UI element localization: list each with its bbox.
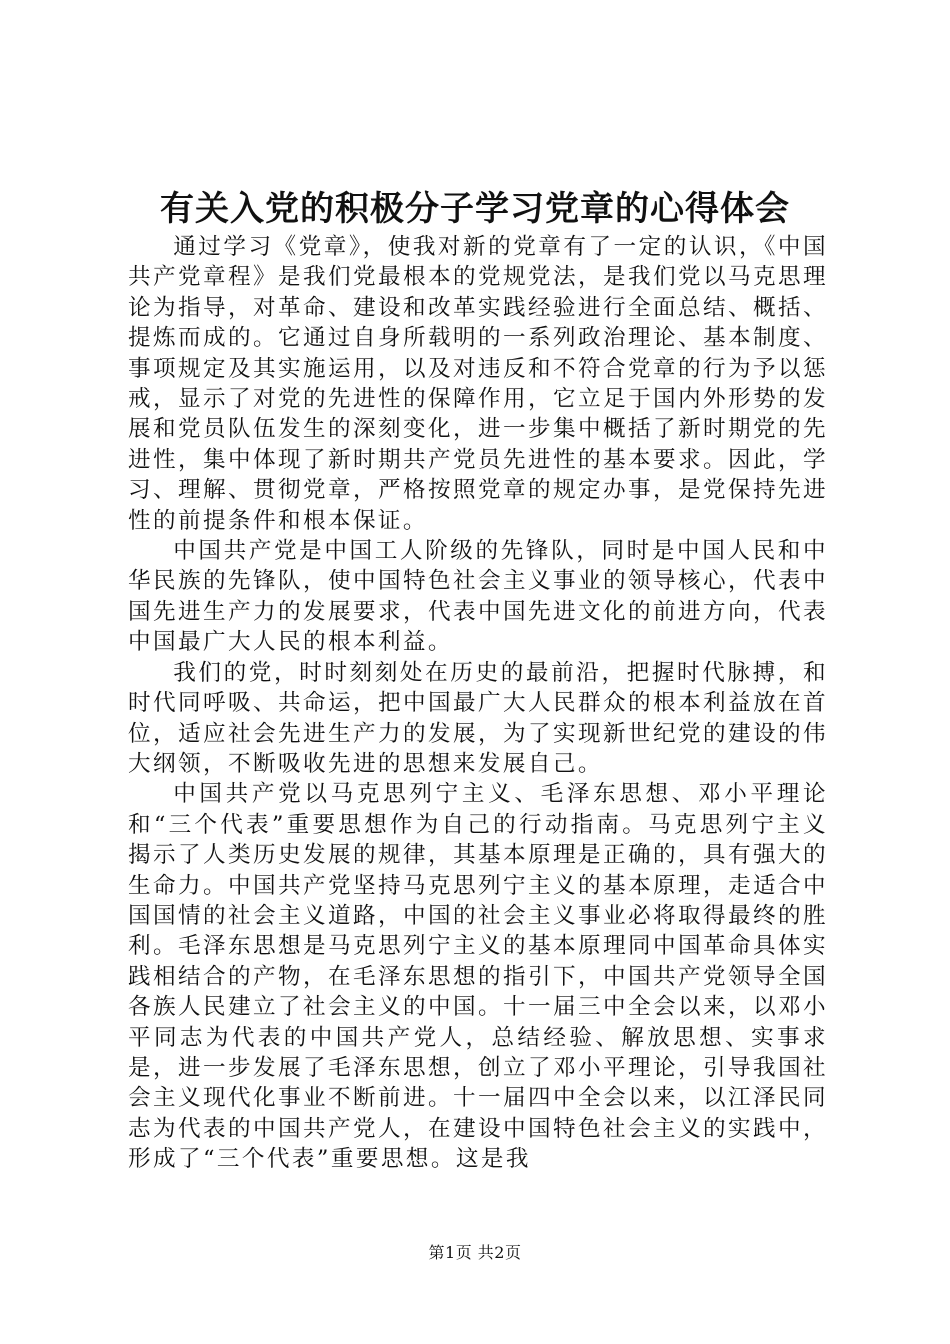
page-number: 第1页 共2页 xyxy=(428,1243,522,1262)
document-title: 有关入党的积极分子学习党章的心得体会 xyxy=(160,189,790,229)
paragraph: 我们的党，时时刻刻处在历史的最前沿，把握时代脉搏，和时代同呼吸、共命运，把中国最广大人民群众的根本利益放在首位，适应社会先进生产力的发展，为了实现新世纪党的建设的伟大纲领，不断吸收先进的思想来发展自己。 xyxy=(128,659,828,777)
paragraph: 中国共产党是中国工人阶级的先锋队，同时是中国人民和中华民族的先锋队，使中国特色社会主义事业的领导核心，代表中国先进生产力的发展要求，代表中国先进文化的前进方向，代表中国最广大人民的根本利益。 xyxy=(128,538,828,656)
paragraph: 通过学习《党章》，使我对新的党章有了一定的认识，《中国共产党章程》是我们党最根本的党规党法，是我们党以马克思理论为指导，对革命、建设和改革实践经验进行全面总结、概括、提炼而成的。它通过自身所载明的一系列政治理论、基本制度、事项规定及其实施运用，以及对违反和不符合党章的行为予以惩戒，显示了对党的先进性的保障作用，它立足于国内外形势的发展和党员队伍发生的深刻变化，进一步集中概括了新时期党的先进性，集中体现了新时期共产党员先进性的基本要求。因此，学习、理解、贯彻党章，严格按照党章的规定办事，是党保持先进性的前提条件和根本保证。 xyxy=(128,234,828,534)
paragraph: 中国共产党以马克思列宁主义、毛泽东思想、邓小平理论和“三个代表”重要思想作为自己的行动指南。马克思列宁主义揭示了人类历史发展的规律，其基本原理是正确的，具有强大的生命力。中国共产党坚持马克思列宁主义的基本原理，走适合中国国情的社会主义道路，中国的社会主义事业必将取得最终的胜利。毛泽东思想是马克思列宁主义的基本原理同中国革命具体实践相结合的产物，在毛泽东思想的指引下，中国共产党领导全国各族人民建立了社会主义的中国。十一届三中全会以来，以邓小平同志为代表的中国共产党人，总结经验、解放思想、实事求是，进一步发展了毛泽东思想，创立了邓小平理论，引导我国社会主义现代化事业不断前进。十一届四中全会以来，以江泽民同志为代表的中国共产党人，在建设中国特色社会主义的实践中，形成了“三个代表”重要思想。这是我 xyxy=(128,781,828,1173)
document-body xyxy=(128,232,828,1175)
